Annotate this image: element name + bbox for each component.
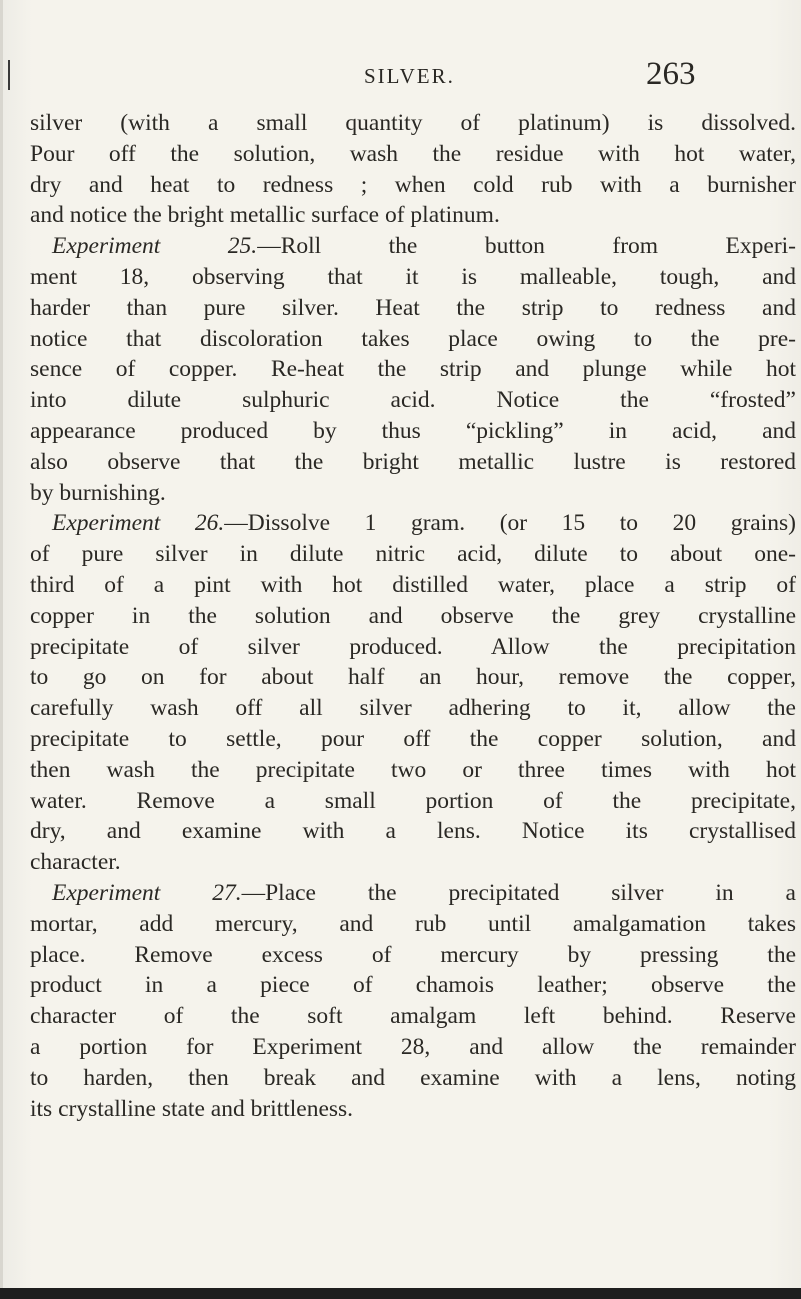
text-line (30, 1094, 796, 1125)
text-line (30, 970, 796, 1001)
text-line (30, 108, 796, 139)
line-text: of pure silver in dilute nitric acid, dilute to about one- (30, 541, 796, 568)
text-line (30, 170, 796, 201)
text-line (30, 847, 796, 878)
text-line (30, 786, 796, 817)
body-text (30, 108, 796, 1124)
experiment-heading: Experiment 27. (52, 879, 242, 906)
line-text: sence of copper. Re-heat the strip and plunge while hot (30, 356, 796, 383)
line-text: —Roll the button from Experi- (257, 233, 796, 260)
line-text: character. (30, 849, 121, 876)
text-line (30, 231, 796, 262)
line-text: product in a piece of chamois leather; observe the (30, 972, 796, 999)
page-gutter-edge (0, 0, 3, 1299)
text-line (30, 632, 796, 663)
text-line (30, 139, 796, 170)
line-text: water. Remove a small portion of the precipitate, (30, 787, 796, 814)
line-text: place. Remove excess of mercury by pressing the (30, 941, 796, 968)
text-line (30, 385, 796, 416)
text-line (30, 693, 796, 724)
text-line (30, 293, 796, 324)
line-text: harder than pure silver. Heat the strip to redness and (30, 294, 796, 321)
line-text: appearance produced by thus “pickling” in acid, and (30, 417, 796, 444)
experiment-heading: Experiment 25. (52, 233, 258, 260)
text-line (30, 601, 796, 632)
text-line (30, 262, 796, 293)
text-line (30, 816, 796, 847)
line-text: also observe that the bright metallic lustre is restored (30, 448, 796, 475)
page-number: 263 (646, 56, 696, 92)
text-line (30, 909, 796, 940)
text-line (30, 1001, 796, 1032)
text-line (30, 724, 796, 755)
line-text: dry, and examine with a lens. Notice its crystallised (30, 818, 796, 845)
text-line (30, 324, 796, 355)
text-line (30, 200, 796, 231)
text-line (30, 570, 796, 601)
line-text: notice that discoloration takes place owing to the pre- (30, 325, 796, 352)
line-text: dry and heat to redness ; when cold rub with a burnisher (30, 171, 796, 198)
text-line (30, 478, 796, 509)
line-text: third of a pint with hot distilled water, place a strip of (30, 571, 796, 598)
text-line (30, 940, 796, 971)
text-line (30, 539, 796, 570)
text-line (30, 508, 796, 539)
line-text: —Place the precipitated silver in a (241, 879, 796, 906)
text-line (30, 1032, 796, 1063)
text-line (30, 878, 796, 909)
line-text: Pour off the solution, wash the residue with hot water, (30, 140, 796, 167)
line-text: silver (with a small quantity of platinum) is dissolved. (30, 110, 796, 136)
line-text: into dilute sulphuric acid. Notice the “frosted” (30, 387, 796, 414)
line-text: and notice the bright metallic surface of platinum. (30, 202, 500, 229)
experiment-heading: Experiment 26. (52, 510, 225, 537)
line-text: precipitate to settle, pour off the copper solution, and (30, 725, 796, 752)
line-text: a portion for Experiment 28, and allow the remainder (30, 1033, 796, 1060)
line-text: —Dissolve 1 gram. (or 15 to 20 grains) (224, 510, 796, 537)
page-header (0, 56, 801, 102)
text-line (30, 755, 796, 786)
line-text: to harden, then break and examine with a lens, noting (30, 1064, 796, 1091)
text-line (30, 662, 796, 693)
line-text: by burnishing. (30, 479, 166, 506)
line-text: ment 18, observing that it is malleable, tough, and (30, 263, 796, 290)
text-line (30, 1063, 796, 1094)
line-text: precipitate of silver produced. Allow the precipitation (30, 633, 796, 660)
line-text: mortar, add mercury, and rub until amalgamation takes (30, 910, 796, 937)
line-text: character of the soft amalgam left behind. Reserve (30, 1003, 796, 1030)
text-line (30, 416, 796, 447)
running-title: SILVER. (364, 64, 455, 88)
line-text: its crystalline state and brittleness. (30, 1095, 354, 1122)
line-text: to go on for about half an hour, remove the copper, (30, 664, 796, 691)
text-line (30, 354, 796, 385)
line-text: carefully wash off all silver adhering to it, allow the (30, 695, 796, 722)
line-text: copper in the solution and observe the grey crystalline (30, 602, 796, 629)
line-text: then wash the precipitate two or three times with hot (30, 756, 796, 783)
text-line (30, 447, 796, 478)
scan-bottom-edge (0, 1288, 801, 1299)
